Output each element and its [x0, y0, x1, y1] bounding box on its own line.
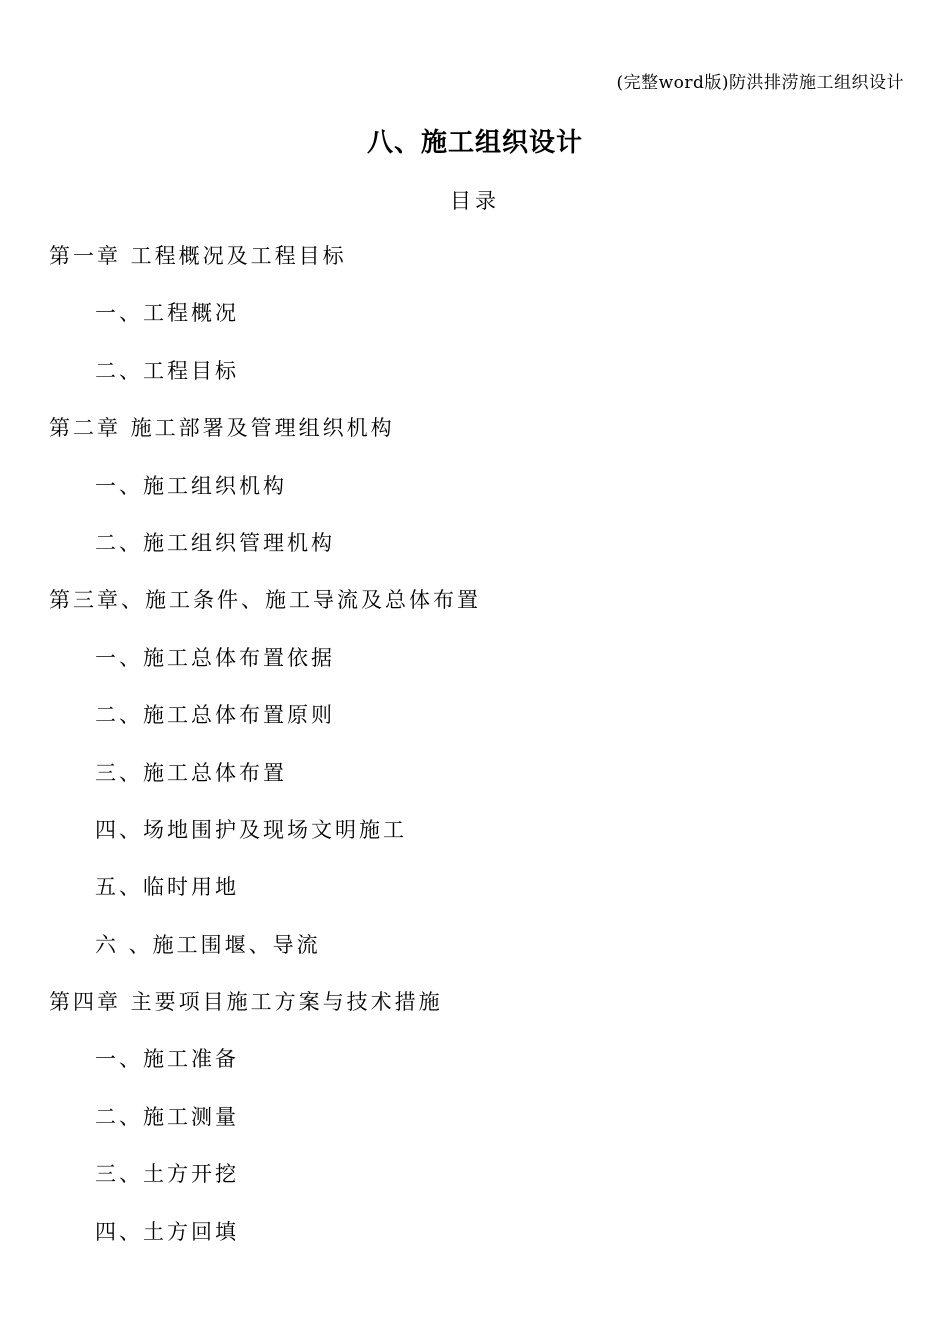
toc-section[interactable]: 六 、施工围堰、导流 [95, 932, 321, 957]
table-of-contents [0, 237, 950, 1270]
running-header: (完整word版)防洪排涝施工组织设计 [616, 73, 904, 93]
toc-section[interactable]: 三、施工总体布置 [95, 760, 287, 785]
toc-section[interactable]: 四、土方回填 [95, 1219, 239, 1244]
toc-section[interactable]: 一、施工总体布置依据 [95, 645, 335, 670]
toc-section[interactable]: 二、施工组织管理机构 [95, 530, 335, 555]
toc-section[interactable]: 四、场地围护及现场文明施工 [95, 817, 407, 842]
toc-chapter[interactable]: 第一章 工程概况及工程目标 [49, 244, 347, 268]
toc-section[interactable]: 二、工程目标 [95, 358, 239, 383]
toc-chapter[interactable]: 第四章 主要项目施工方案与技术措施 [49, 990, 443, 1015]
toc-heading: 目录 [450, 189, 500, 213]
toc-section[interactable]: 二、施工测量 [95, 1104, 239, 1129]
toc-chapter[interactable]: 第三章、施工条件、施工导流及总体布置 [49, 588, 481, 613]
toc-section[interactable]: 二、施工总体布置原则 [95, 703, 335, 728]
document-title: 八、施工组织设计 [366, 128, 583, 158]
toc-section[interactable]: 一、工程概况 [95, 301, 239, 326]
toc-chapter[interactable]: 第二章 施工部署及管理组织机构 [49, 416, 395, 441]
toc-section[interactable]: 一、施工准备 [95, 1047, 239, 1072]
toc-section[interactable]: 一、施工组织机构 [95, 473, 287, 498]
toc-section[interactable]: 五、临时用地 [95, 875, 239, 900]
toc-section[interactable]: 三、土方开挖 [95, 1162, 239, 1187]
